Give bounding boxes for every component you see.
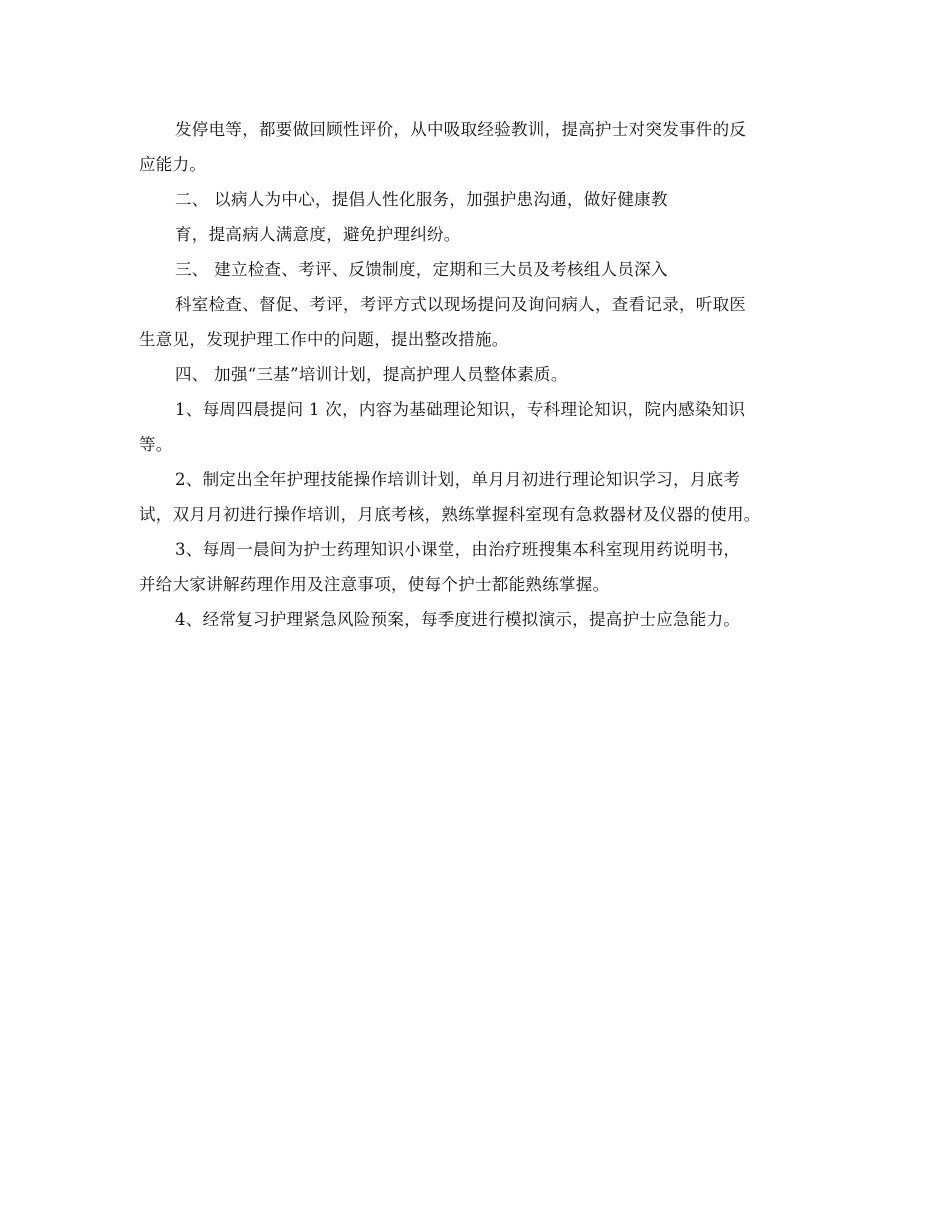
list-item-4	[139, 602, 822, 637]
paragraph-1	[139, 112, 822, 182]
document-body	[139, 112, 822, 637]
text-line: 四、 加强“三基”培训计划，提高护理人员整体素质。	[175, 365, 568, 384]
section-heading-4	[139, 357, 822, 392]
text-line: 2、制定出全年护理技能操作培训计划，单月月初进行理论知识学习，月底考	[175, 470, 741, 489]
text-line: 试，双月月初进行操作培训，月底考核，熟练掌握科室现有急救器材及仪器的使用。	[139, 505, 761, 524]
list-item-2	[139, 462, 822, 532]
paragraph-3	[139, 217, 822, 252]
list-item-1	[139, 392, 822, 462]
text-line: 1、每周四晨提问 1 次，内容为基础理论知识，专科理论知识，院内感染知识	[175, 400, 746, 419]
text-line: 4、经常复习护理紧急风险预案，每季度进行模拟演示，提高护士应急能力。	[175, 610, 741, 629]
section-heading-3	[139, 252, 822, 287]
text-line: 科室检查、督促、考评，考评方式以现场提问及询问病人，查看记录，听取医	[175, 295, 747, 314]
text-line: 应能力。	[139, 155, 207, 174]
text-line: 二、 以病人为中心，提倡人性化服务，加强护患沟通，做好健康教	[175, 190, 668, 209]
section-heading-2	[139, 182, 822, 217]
text-line: 并给大家讲解药理作用及注意事项，使每个护士都能熟练掌握。	[139, 575, 610, 594]
list-item-3	[139, 532, 822, 602]
text-line: 三、 建立检查、考评、反馈制度，定期和三大员及考核组人员深入	[175, 260, 668, 279]
text-line: 发停电等，都要做回顾性评价，从中吸取经验教训，提高护士对突发事件的反	[175, 120, 747, 139]
text-line: 生意见，发现护理工作中的问题，提出整改措施。	[139, 330, 509, 349]
paragraph-5	[139, 287, 822, 357]
text-line: 育，提高病人满意度，避免护理纠纷。	[175, 225, 461, 244]
text-line: 3、每周一晨间为护士药理知识小课堂，由治疗班搜集本科室现用药说明书，	[175, 540, 741, 559]
text-line: 等。	[139, 435, 173, 454]
